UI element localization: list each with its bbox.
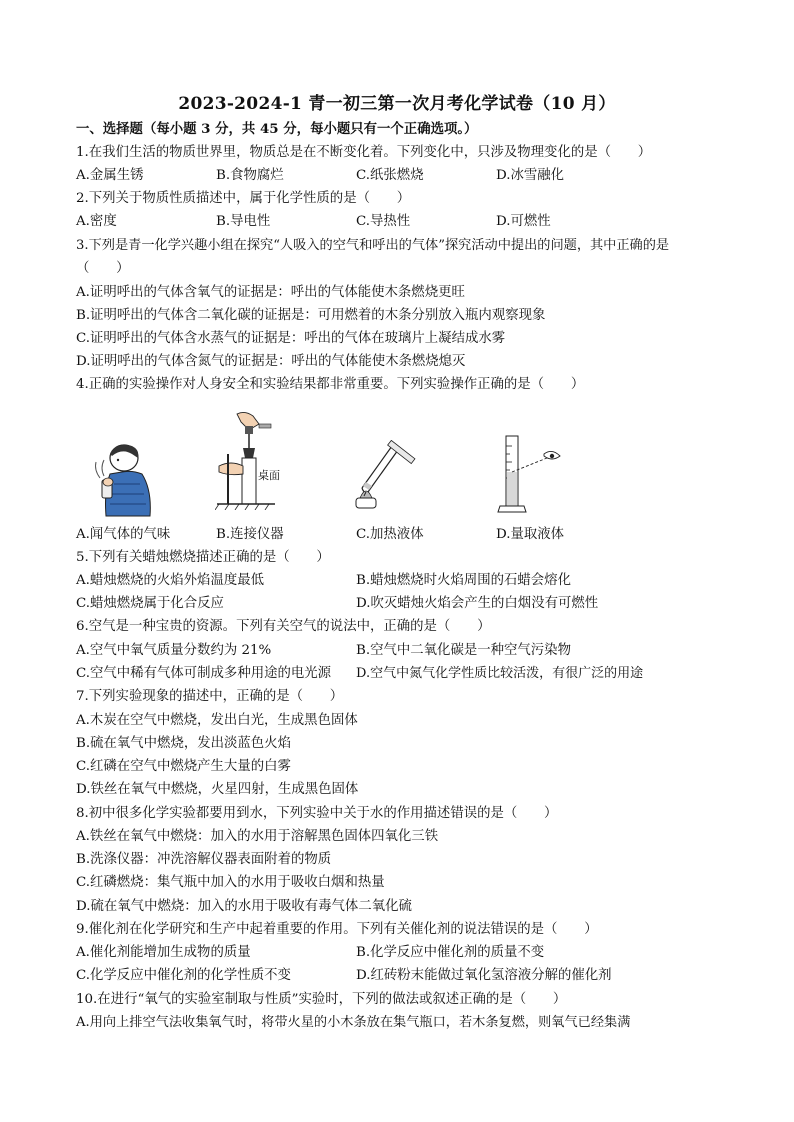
q4-option-b: B.连接仪器	[216, 527, 284, 542]
section-heading: 一、选择题（每小题 3 分，共 45 分，每小题只有一个正确选项。）	[76, 121, 478, 137]
exam-title: 2023-2024-1 青一初三第一次月考化学试卷（10 月）	[178, 94, 616, 114]
q5-option-b: B.蜡烛燃烧时火焰周围的石蜡会熔化	[356, 573, 571, 588]
q9-option-d: D.红砖粉末能做过氧化氢溶液分解的催化剂	[356, 968, 612, 983]
q1-option-d: D.冰雪融化	[496, 168, 565, 183]
q3-option-a: A.证明呼出的气体含氧气的证据是：呼出的气体能使木条燃烧更旺	[76, 285, 465, 300]
q9-option-c: C.化学反应中催化剂的化学性质不变	[76, 968, 291, 983]
q3-option-c: C.证明呼出的气体含水蒸气的证据是：呼出的气体在玻璃片上凝结成水雾	[76, 331, 506, 346]
q2-option-a: A.密度	[76, 214, 117, 229]
q7-option-a: A.木炭在空气中燃烧，发出白光，生成黑色固体	[76, 713, 358, 728]
q2-option-c: C.导热性	[356, 214, 411, 229]
q2-option-b: B.导电性	[216, 214, 271, 229]
q9-option-a: A.催化剂能增加生成物的质量	[76, 945, 251, 960]
q1-option-c: C.纸张燃烧	[356, 168, 424, 183]
q7-option-c: C.红磷在空气中燃烧产生大量的白雾	[76, 759, 291, 774]
q5-option-a: A.蜡烛燃烧的火焰外焰温度最低	[76, 573, 265, 588]
question-5-stem: 5.下列有关蜡烛燃烧描述正确的是（ ）	[76, 550, 330, 565]
q3-option-d: D.证明呼出的气体含氮气的证据是：呼出的气体能使木条燃烧熄灭	[76, 354, 466, 369]
q5-option-c: C.蜡烛燃烧属于化合反应	[76, 596, 224, 611]
q7-option-d: D.铁丝在氧气中燃烧，火星四射，生成黑色固体	[76, 782, 359, 797]
q6-option-d: D.空气中氮气化学性质比较活泼，有很广泛的用途	[356, 666, 644, 681]
question-1-stem: 1.在我们生活的物质世界里，物质总是在不断变化着。下列变化中，只涉及物理变化的是（ ）	[76, 145, 652, 160]
q6-option-a: A.空气中氧气质量分数约为 21%	[76, 643, 272, 658]
q10-option-a: A.用向上排空气法收集氧气时，将带火星的小木条放在集气瓶口，若木条复燃，则氧气已经集满	[76, 1015, 631, 1030]
question-3-stem-continued: （ ）	[76, 261, 130, 276]
question-8-stem: 8.初中很多化学实验都要用到水，下列实验中关于水的作用描述错误的是（ ）	[76, 806, 558, 821]
question-9-stem: 9.催化剂在化学研究和生产中起着重要的作用。下列有关催化剂的说法错误的是（ ）	[76, 922, 598, 937]
q9-option-b: B.化学反应中催化剂的质量不变	[356, 945, 545, 960]
q4-option-d: D.量取液体	[496, 527, 565, 542]
q8-option-c: C.红磷燃烧：集气瓶中加入的水用于吸收白烟和热量	[76, 875, 385, 890]
question-6-stem: 6.空气是一种宝贵的资源。下列有关空气的说法中，正确的是（ ）	[76, 619, 491, 634]
q6-option-b: B.空气中二氧化碳是一种空气污染物	[356, 643, 571, 658]
q6-option-c: C.空气中稀有气体可制成多种用途的电光源	[76, 666, 332, 681]
q7-option-b: B.硫在氧气中燃烧，发出淡蓝色火焰	[76, 736, 291, 751]
q8-option-d: D.硫在氧气中燃烧：加入的水用于吸收有毒气体二氧化硫	[76, 899, 412, 914]
q1-option-b: B.食物腐烂	[216, 168, 284, 183]
connecting-apparatus-figure	[215, 410, 295, 510]
question-2-stem: 2.下列关于物质性质描述中，属于化学性质的是（ ）	[76, 191, 411, 206]
q4-option-a: A.闻气体的气味	[76, 527, 171, 542]
question-4-stem: 4.正确的实验操作对人身安全和实验结果都非常重要。下列实验操作正确的是（ ）	[76, 377, 585, 392]
q5-option-d: D.吹灭蜡烛火焰会产生的白烟没有可燃性	[356, 596, 599, 611]
q1-option-a: A.金属生锈	[76, 168, 144, 183]
q8-option-a: A.铁丝在氧气中燃烧：加入的水用于溶解黑色固体四氧化三铁	[76, 829, 439, 844]
smelling-gas-figure	[86, 440, 164, 520]
q2-option-d: D.可燃性	[496, 214, 551, 229]
question-7-stem: 7.下列实验现象的描述中，正确的是（ ）	[76, 689, 344, 704]
question-3-stem: 3.下列是青一化学兴趣小组在探究“人吸入的空气和呼出的气体”探究活动中提出的问题，其中正确的是	[76, 238, 670, 253]
heating-liquid-figure	[352, 440, 422, 512]
q8-option-b: B.洗涤仪器：冲洗溶解仪器表面附着的物质	[76, 852, 332, 867]
q3-option-b: B.证明呼出的气体含二氧化碳的证据是：可用燃着的木条分别放入瓶内观察现象	[76, 308, 546, 323]
question-10-stem: 10.在进行“氧气的实验室制取与性质”实验时，下列的做法或叙述正确的是（ ）	[76, 992, 567, 1007]
q4-option-c: C.加热液体	[356, 527, 424, 542]
measuring-liquid-figure	[496, 432, 566, 516]
desk-label: 桌面	[258, 469, 280, 482]
